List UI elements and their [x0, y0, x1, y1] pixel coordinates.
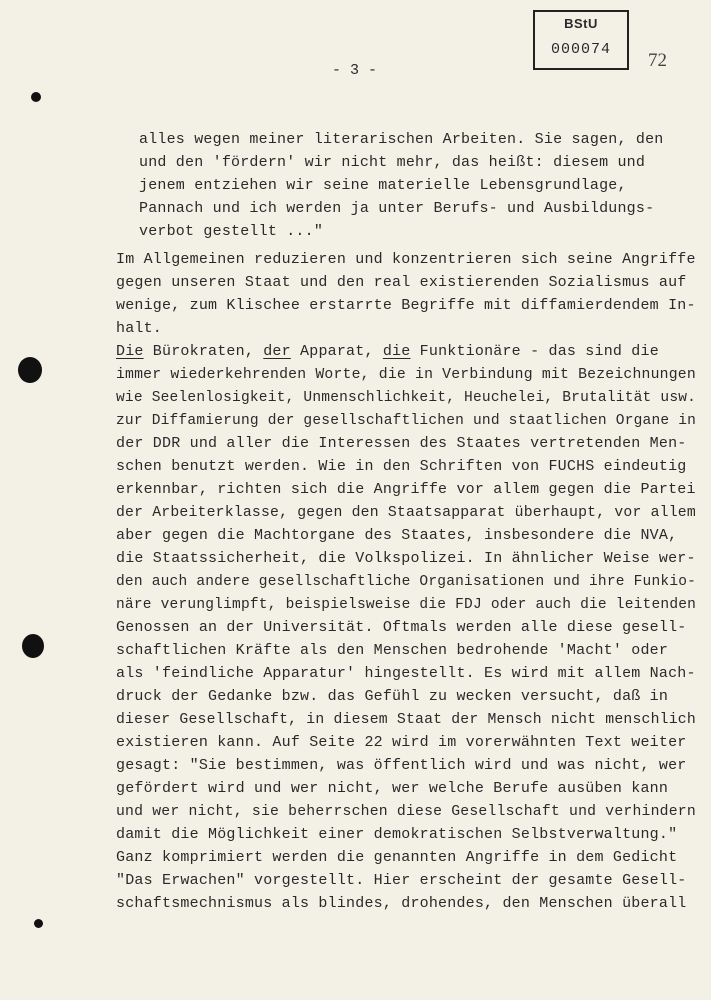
punch-hole	[31, 92, 41, 102]
paragraph-line: die Staatssicherheit, die Volkspolizei. In ähnlicher Weise wer-	[116, 550, 696, 567]
quote-line: alles wegen meiner literarischen Arbeiten. Sie sagen, den	[139, 131, 664, 148]
paragraph-line: halt.	[116, 320, 163, 337]
paragraph-line: schaftsmechnismus als blindes, drohendes, den Menschen überall	[116, 895, 687, 912]
paragraph-line: Im Allgemeinen reduzieren und konzentrieren sich seine Angriffe	[116, 251, 696, 268]
archive-stamp	[533, 10, 629, 70]
paragraph-line: dieser Gesellschaft, in diesem Staat der Mensch nicht menschlich	[116, 711, 696, 728]
line-text: Funktionäre - das sind die	[410, 343, 659, 360]
paragraph-line: aber gegen die Machtorgane des Staates, insbesondere die NVA,	[116, 527, 678, 544]
paragraph-line: erkennbar, richten sich die Angriffe vor allem gegen die Partei	[116, 481, 696, 498]
paragraph-line: gefördert wird und wer nicht, wer welche Berufe ausüben kann	[116, 780, 669, 797]
underlined-word: die	[382, 343, 411, 360]
stamp-number: 000074	[550, 41, 611, 58]
paragraph-line: druck der Gedanke bzw. das Gefühl zu wecken versucht, daß in	[116, 688, 669, 705]
paragraph-line: "Das Erwachen" vorgestellt. Hier erscheint der gesamte Gesell-	[116, 872, 687, 889]
paragraph-line: schen benutzt werden. Wie in den Schriften von FUCHS eindeutig	[116, 458, 687, 475]
stamp-label: BStU	[564, 16, 598, 31]
folio-number: 72	[648, 50, 667, 71]
paragraph-line: existieren kann. Auf Seite 22 wird im vorerwähnten Text weiter	[116, 734, 687, 751]
paragraph-line: gegen unseren Staat und den real existierenden Sozialismus auf	[116, 274, 687, 291]
paragraph-line: gesagt: "Sie bestimmen, was öffentlich wird und was nicht, wer	[116, 757, 687, 774]
paragraph-line: der DDR und aller die Interessen des Staates vertretenden Men-	[116, 435, 687, 452]
paragraph-line: zur Diffamierung der gesellschaftlichen und staatlichen Organe in	[116, 412, 697, 429]
line-text: Bürokraten,	[143, 343, 264, 360]
quote-line: und den 'fördern' wir nicht mehr, das heißt: diesem und	[139, 154, 646, 171]
paragraph-line: Genossen an der Universität. Oftmals werden alle diese gesell-	[116, 619, 687, 636]
paragraph-line: damit die Möglichkeit einer demokratischen Selbstverwaltung."	[116, 826, 678, 843]
line-text: Apparat,	[290, 343, 383, 360]
paragraph-line: und wer nicht, sie beherrschen diese Gesellschaft und verhindern	[116, 803, 696, 820]
punch-hole	[34, 919, 43, 928]
paragraph-line: der Arbeiterklasse, gegen den Staatsapparat überhaupt, vor allem	[116, 504, 696, 521]
quote-line: Pannach und ich werden ja unter Berufs- und Ausbildungs-	[139, 200, 655, 217]
underlined-word: der	[263, 343, 291, 360]
punch-hole	[22, 634, 44, 658]
paragraph-line: Ganz komprimiert werden die genannten Angriffe in dem Gedicht	[116, 849, 678, 866]
page-number: - 3 -	[332, 62, 378, 79]
paragraph-line: näre verunglimpft, beispielsweise die FDJ oder auch die leitenden	[116, 596, 697, 613]
paragraph-line: wenige, zum Klischee erstarrte Begriffe mit diffamierdendem In-	[116, 297, 696, 314]
paragraph-line: wie Seelenlosigkeit, Unmenschlichkeit, Heuchelei, Brutalität usw.	[116, 389, 697, 406]
underlined-word: Die	[116, 343, 144, 360]
paragraph-line: den auch andere gesellschaftliche Organisationen und ihre Funkio-	[116, 573, 697, 590]
paragraph-line	[116, 344, 659, 360]
punch-hole	[18, 357, 42, 383]
paragraph-line: immer wiederkehrenden Worte, die in Verbindung mit Bezeichnungen	[116, 366, 696, 383]
quote-line: jenem entziehen wir seine materielle Lebensgrundlage,	[139, 177, 627, 194]
quote-line: verbot gestellt ..."	[139, 223, 324, 240]
paragraph-line: schaftlichen Kräfte als den Menschen bedrohende 'Macht' oder	[116, 642, 669, 659]
paragraph-line: als 'feindliche Apparatur' hingestellt. Es wird mit allem Nach-	[116, 665, 696, 682]
